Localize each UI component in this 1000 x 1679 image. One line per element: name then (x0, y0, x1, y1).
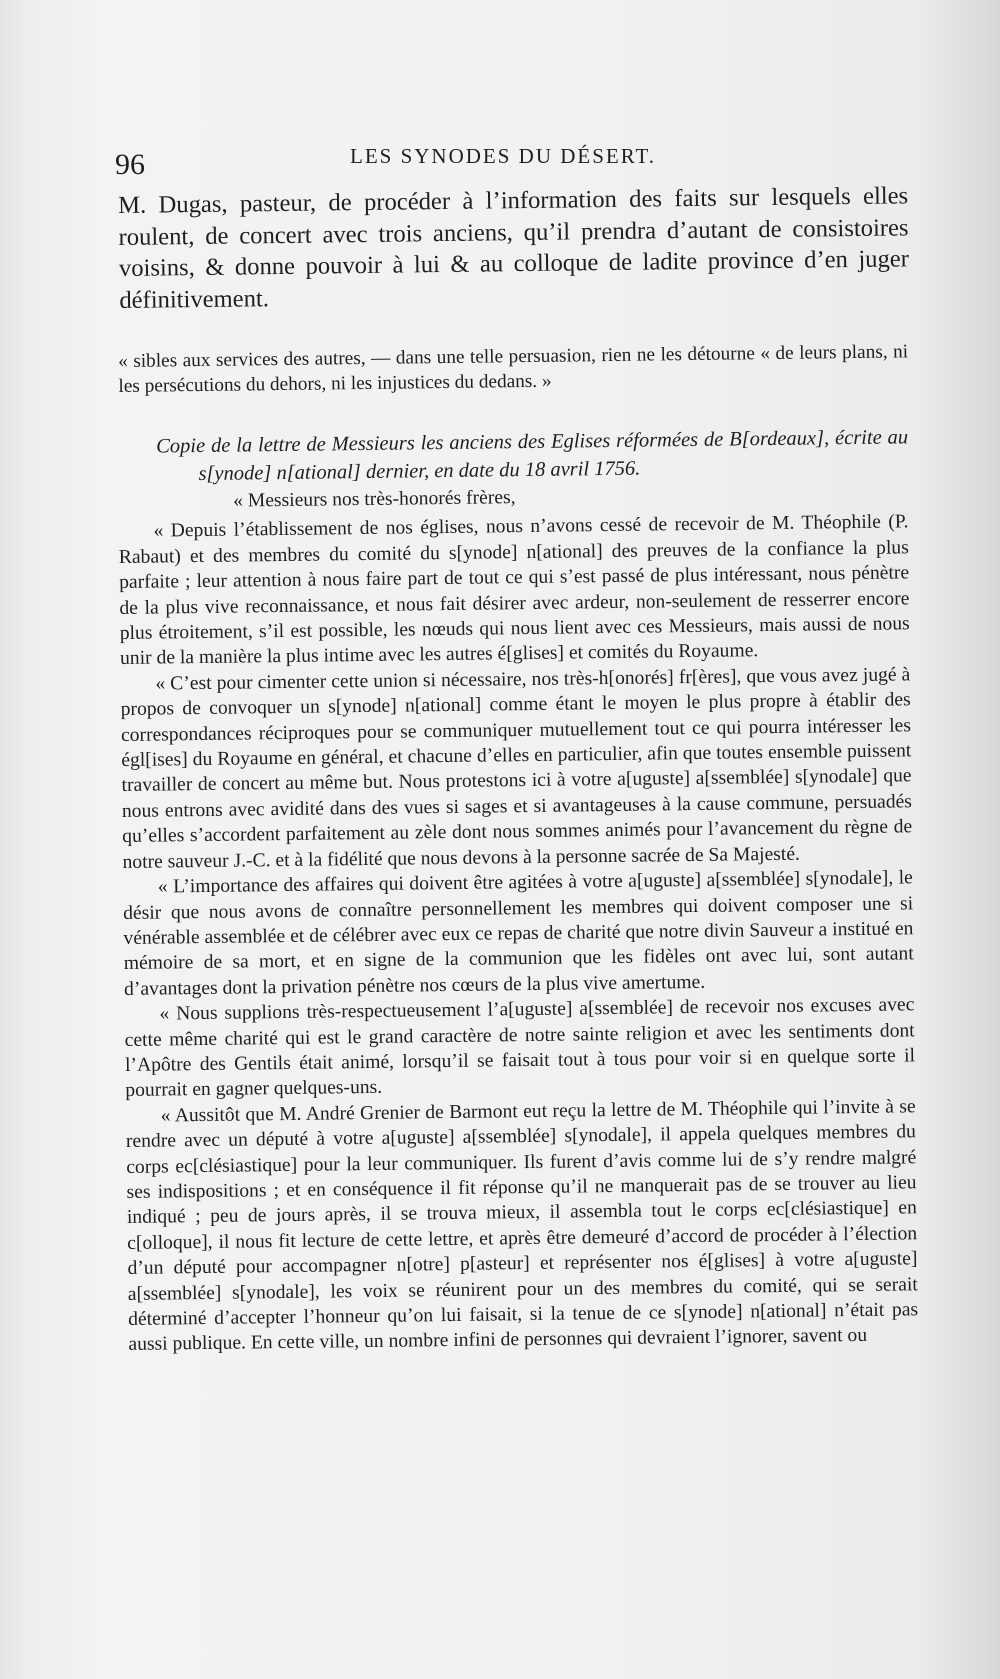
opening-paragraph: M. Dugas, pasteur, de procéder à l’information des faits sur lesquels elles roulent, de concert avec trois anciens, qu’il prendra d’autant de consistoires voisins, & donne pouvoir à lui & au colloque de ladite province d’en juger définitivement. (118, 182, 910, 314)
page-number: 96 (115, 148, 145, 181)
opening-paragraph-block (118, 180, 909, 316)
letter-paragraph: « C’est pour cimenter cette union si nécessaire, nos très-h[onorés] fr[ères], que vous avez jugé à propos de convoquer un s[ynode] n[ational] comme étant le moyen le plus propre à établir des correspondances réciproques pour se communiquer mutuellement tout ce qui pourra intéresser les égl[ises] du Royaume en général, et chacune d’elles en particulier, afin que toutes ensemble puissent travailler de concert au même but. Nous protestons ici à votre a[uguste] a[ssemblée] s[ynodale] que nous entrons avec avidité dans des vues si sages et si avantageuses à la cause commune, persuadés qu’elles s’accordent parfaitement au zèle dont nous sommes animés pour l’avancement du règne de notre sauveur J.-C. et à la fidélité que nous devons à la personne sacrée de Sa Majesté. (120, 664, 913, 873)
letter-paragraph: « Nous supplions très-respectueusement l’a[uguste] a[ssemblée] de recevoir nos excuses avec cette même charité qui est le grand caractère de notre sainte religion et avec les sentiments dont l’Apôtre des Gentils était animé, lorsqu’il se faisait tout à tous pour voir si en quelque sorte il pourrait en gagner quelques-uns. (124, 994, 916, 1102)
letter-paragraph: « Depuis l’établissement de nos églises, nous n’avons cessé de recevoir de M. Théophile (P. Rabaut) et des membres du comité du s[ynode] n[ational] des preuves de la confiance la plus parfaite ; leur attention à nous faire part de tout ce qui s’est passé de plus intéressant, nous pénètre de la plus vive reconnaissance, et nous fait désirer avec ardeur, non-seulement de resserrer encore plus étroitement, s’il est possible, les nœuds qui nous lient avec ces Messieurs, mais aussi de nous unir de la manière la plus intime avec les autres é[glises] et comités du Royaume. (118, 511, 910, 670)
quote-block (118, 340, 909, 399)
quoted-excerpt: « sibles aux services des autres, — dans une telle persuasion, rien ne les détourne « de leurs plans, ni les persécutions du dehors, ni les injustices du dedans. » (118, 341, 909, 397)
letter-heading: Copie de la lettre de Messieurs les anciens des Eglises réformées de B[ordeaux], écrite au s[ynode] n[ational] dernier, en date du 18 avril 1756. (156, 426, 909, 486)
letter-heading-block (118, 423, 909, 489)
page-header (115, 138, 905, 181)
letter-paragraph: « L’importance des affaires qui doivent être agitées à votre a[uguste] a[ssemblée] s[ynodale], le désir que nous avons de connaître personnellement les membres qui doivent composer une si vénérable assemblée et de célébrer avec eux ce repas de charité que notre divin Sauveur a institué en mémoire de sa mort, et en signe de la communion que les fidèles ont avec lui, sont autant d’avantages dont la privation pénètre nos cœurs de la plus vive amertume. (123, 867, 914, 1000)
letter-salutation: « Messieurs nos très-honorés frères, (233, 487, 516, 512)
letter-paragraph: « Aussitôt que M. André Grenier de Barmont eut reçu la lettre de M. Théophile qui l’invite à se rendre avec un député à votre a[uguste] a[ssemblée] s[ynodale], il appela quelques membres du corps ec[clésiastique] pour la leur communiquer. Ils furent d’avis comme lui de s’y rendre malgré ses indispositions ; et en conséquence il fit réponse qu’il ne manquerait pas de se trouver au lieu indiqué ; peu de jours après, il se trouva mieux, il assembla tout le corps ec[clésiastique] en c[olloque], il nous fit lecture de cette lettre, et après être demeuré d’accord de procéder à l’élection d’un député pour accompagner n[otre] p[asteur] et représenter nos é[glises] à votre a[uguste] a[ssemblée] s[ynodale], les voix se réunirent pour un des membres du comité, qui se serait déterminé d’accepter l’honneur qu’on lui faisait, si la tenue de ce s[ynode] n[ational] n’était pas aussi publique. En cette ville, un nombre infini de personnes qui devraient l’ignorer, savent ou (125, 1096, 919, 1356)
running-title: LES SYNODES DU DÉSERT. (350, 144, 657, 168)
letter-body (118, 480, 919, 1357)
